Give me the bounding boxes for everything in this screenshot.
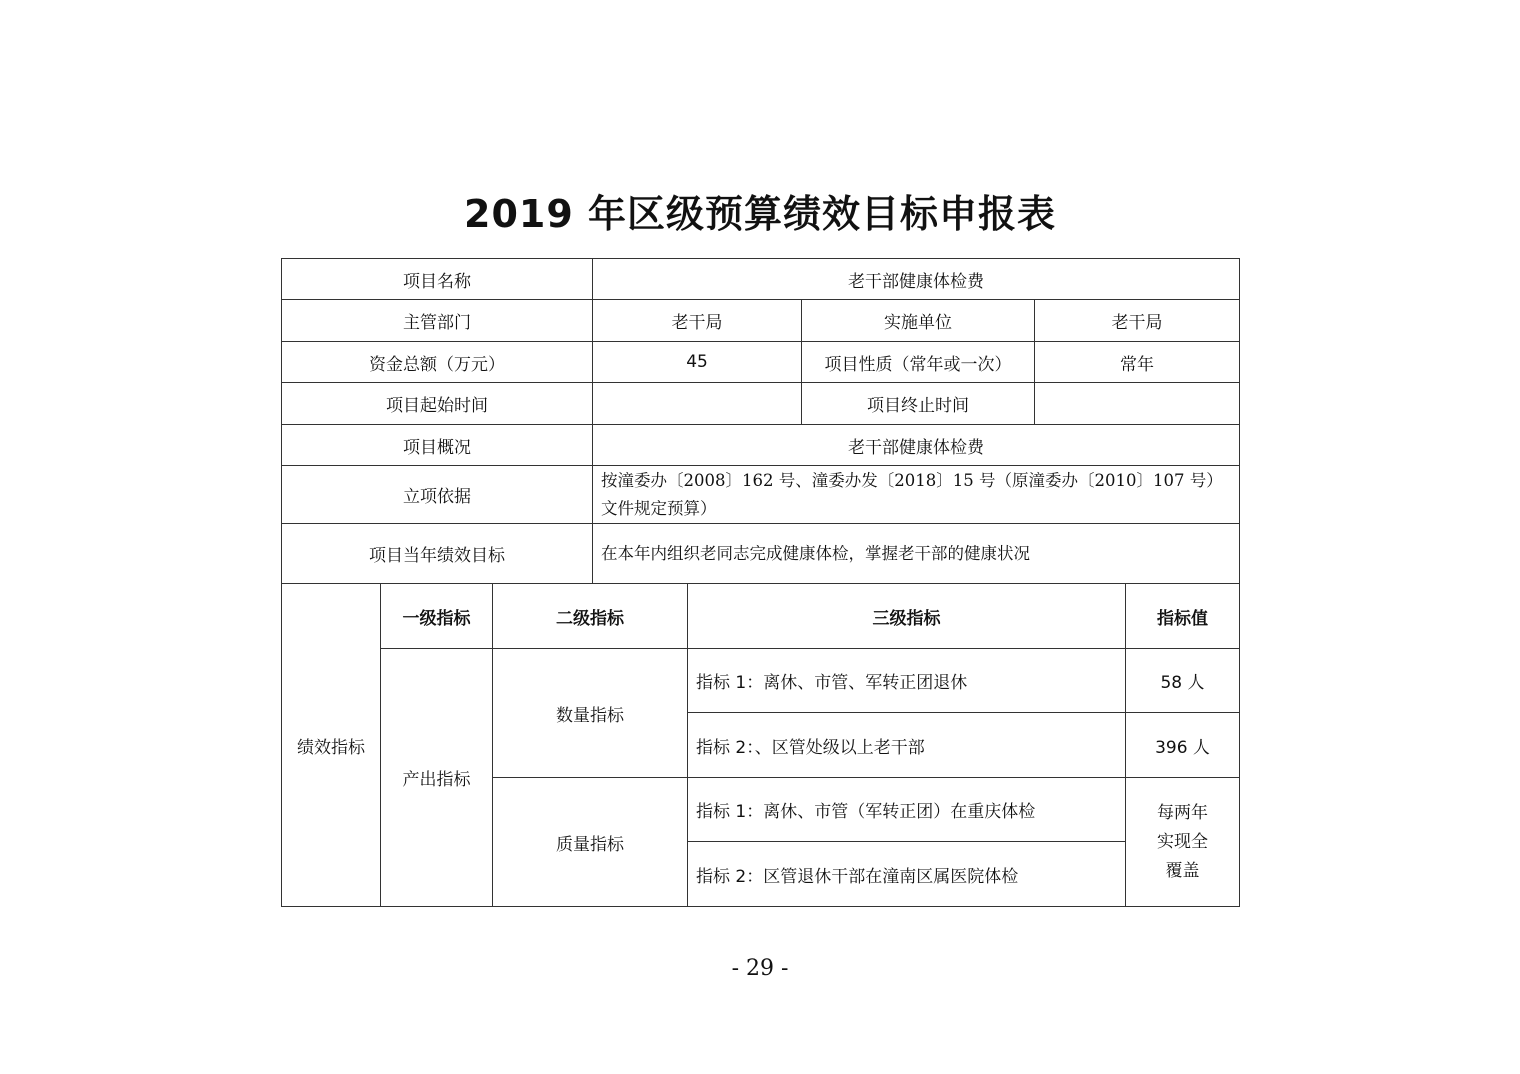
row-funds <box>282 342 1240 383</box>
quality-item-1: 指标 1：离休、市管（军转正团）在重庆体检 <box>688 778 1126 842</box>
basis-label: 立项依据 <box>282 466 593 524</box>
nature-value: 常年 <box>1035 342 1240 383</box>
row-indicator-headers <box>282 584 1240 649</box>
department-value: 老干局 <box>593 300 802 342</box>
quantity-indicator-label: 数量指标 <box>493 649 688 778</box>
quality-item-2: 指标 2：区管退休干部在潼南区属医院体检 <box>688 842 1126 907</box>
basis-value: 按潼委办〔2008〕162 号、潼委办发〔2018〕15 号（原潼委办〔2010〕107 号）文件规定预算） <box>593 466 1240 524</box>
project-name-label: 项目名称 <box>282 259 593 300</box>
unit-label: 实施单位 <box>802 300 1035 342</box>
quantity-item-1-value: 58 人 <box>1126 649 1240 713</box>
header-level3: 三级指标 <box>688 584 1126 649</box>
funds-label: 资金总额（万元） <box>282 342 593 383</box>
start-time-value <box>593 383 802 425</box>
page-title: 2019 年区级预算绩效目标申报表 <box>464 192 1056 236</box>
quality-value-line-3: 覆盖 <box>1165 860 1200 881</box>
quality-value-line-2: 实现全 <box>1157 831 1209 852</box>
row-project-name <box>282 259 1240 300</box>
level1-output-indicator: 产出指标 <box>381 649 493 907</box>
start-time-label: 项目起始时间 <box>282 383 593 425</box>
overview-value: 老干部健康体检费 <box>593 425 1240 466</box>
indicators-section-label: 绩效指标 <box>282 584 381 907</box>
row-basis <box>282 466 1240 524</box>
unit-value: 老干局 <box>1035 300 1240 342</box>
project-name-value: 老干部健康体检费 <box>593 259 1240 300</box>
row-time <box>282 383 1240 425</box>
quantity-item-2-value: 396 人 <box>1126 713 1240 778</box>
quality-value <box>1126 778 1240 907</box>
quantity-item-1: 指标 1：离休、市管、军转正团退休 <box>688 649 1126 713</box>
quality-value-line-1: 每两年 <box>1157 802 1209 823</box>
department-label: 主管部门 <box>282 300 593 342</box>
goal-value: 在本年内组织老同志完成健康体检，掌握老干部的健康状况 <box>593 524 1240 584</box>
end-time-value <box>1035 383 1240 425</box>
quantity-item-2: 指标 2：、区管处级以上老干部 <box>688 713 1126 778</box>
end-time-label: 项目终止时间 <box>802 383 1035 425</box>
funds-value: 45 <box>593 342 802 383</box>
row-overview <box>282 425 1240 466</box>
header-level1: 一级指标 <box>381 584 493 649</box>
budget-form-table <box>281 258 1240 907</box>
row-goal <box>282 524 1240 584</box>
header-level2: 二级指标 <box>493 584 688 649</box>
nature-label: 项目性质（常年或一次） <box>802 342 1035 383</box>
row-quantity-1 <box>282 649 1240 713</box>
goal-label: 项目当年绩效目标 <box>282 524 593 584</box>
row-department <box>282 300 1240 342</box>
page-number: - 29 - <box>731 956 789 981</box>
header-value: 指标值 <box>1126 584 1240 649</box>
overview-label: 项目概况 <box>282 425 593 466</box>
quality-indicator-label: 质量指标 <box>493 778 688 907</box>
